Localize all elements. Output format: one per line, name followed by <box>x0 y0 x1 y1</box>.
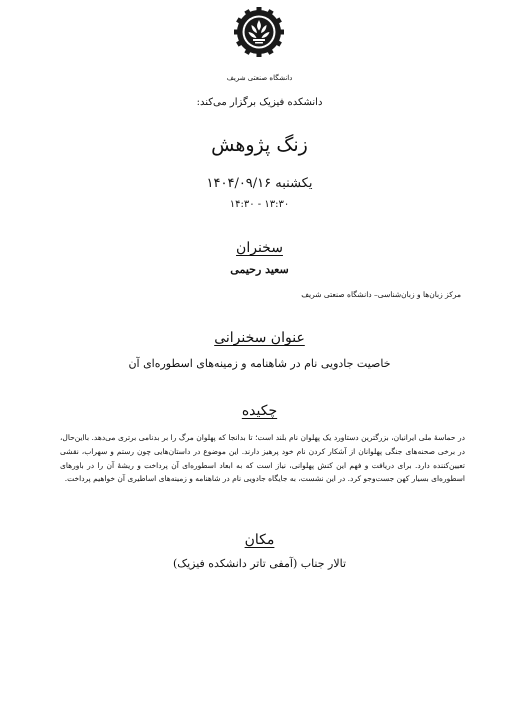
event-date: یکشنبه ۱۴۰۴/۰۹/۱۶ <box>206 176 313 191</box>
sharif-university-logo <box>234 7 284 57</box>
talk-title: خاصیت جادویی نام در شاهنامه و زمینه‌های اسطوره‌ای آن <box>128 357 391 370</box>
venue-name: تالار جناب (آمفی تاتر دانشکده فیزیک) <box>172 557 347 570</box>
speaker-heading: سخنران <box>236 240 283 256</box>
abstract-heading: چکیده <box>241 403 278 419</box>
venue-heading: مکان <box>244 532 275 548</box>
organizer-line: دانشکده فیزیک برگزار می‌کند: <box>196 97 323 108</box>
speaker-affiliation: مرکز زبان‌ها و زبان‌شناسی– دانشگاه صنعتی شریف <box>301 290 461 299</box>
abstract-text: در حماسهٔ ملی ایرانیان، بزرگترین دستاورد یک پهلوان نام بلند است؛ تا بدانجا که پهلوان مرگ را بر بدنامی برتری می‌دهد. بااین‌حال، در برخی صحنه‌های جنگی پهلوانان از آشکار کردن نام خود پرهیز دارند. این موضوع در داستان‌هایی چون رستم و سهراب، نقشی تعیین‌کننده دارد. برای دریافت و فهم این کنش پهلوانی، نیاز است که به ابعاد اسطوره‌ای آن پرداخت و ریشهٔ آن را در باورهای اسطوره‌ای بسیار کهن جست‌وجو کرد. در این نشست، به جایگاه جادویی نام در شاهنامه و زمینه‌های اساطیری آن خواهیم پرداخت. <box>60 433 465 484</box>
event-title: زنگ پژوهش <box>211 134 308 156</box>
speaker-name: سعید رحیمی <box>230 263 289 276</box>
university-name: دانشگاه صنعتی شریف <box>226 74 293 82</box>
talk-title-heading: عنوان سخنرانی <box>214 330 305 346</box>
event-time: ۱۳:۳۰ - ۱۴:۳۰ <box>229 199 290 210</box>
